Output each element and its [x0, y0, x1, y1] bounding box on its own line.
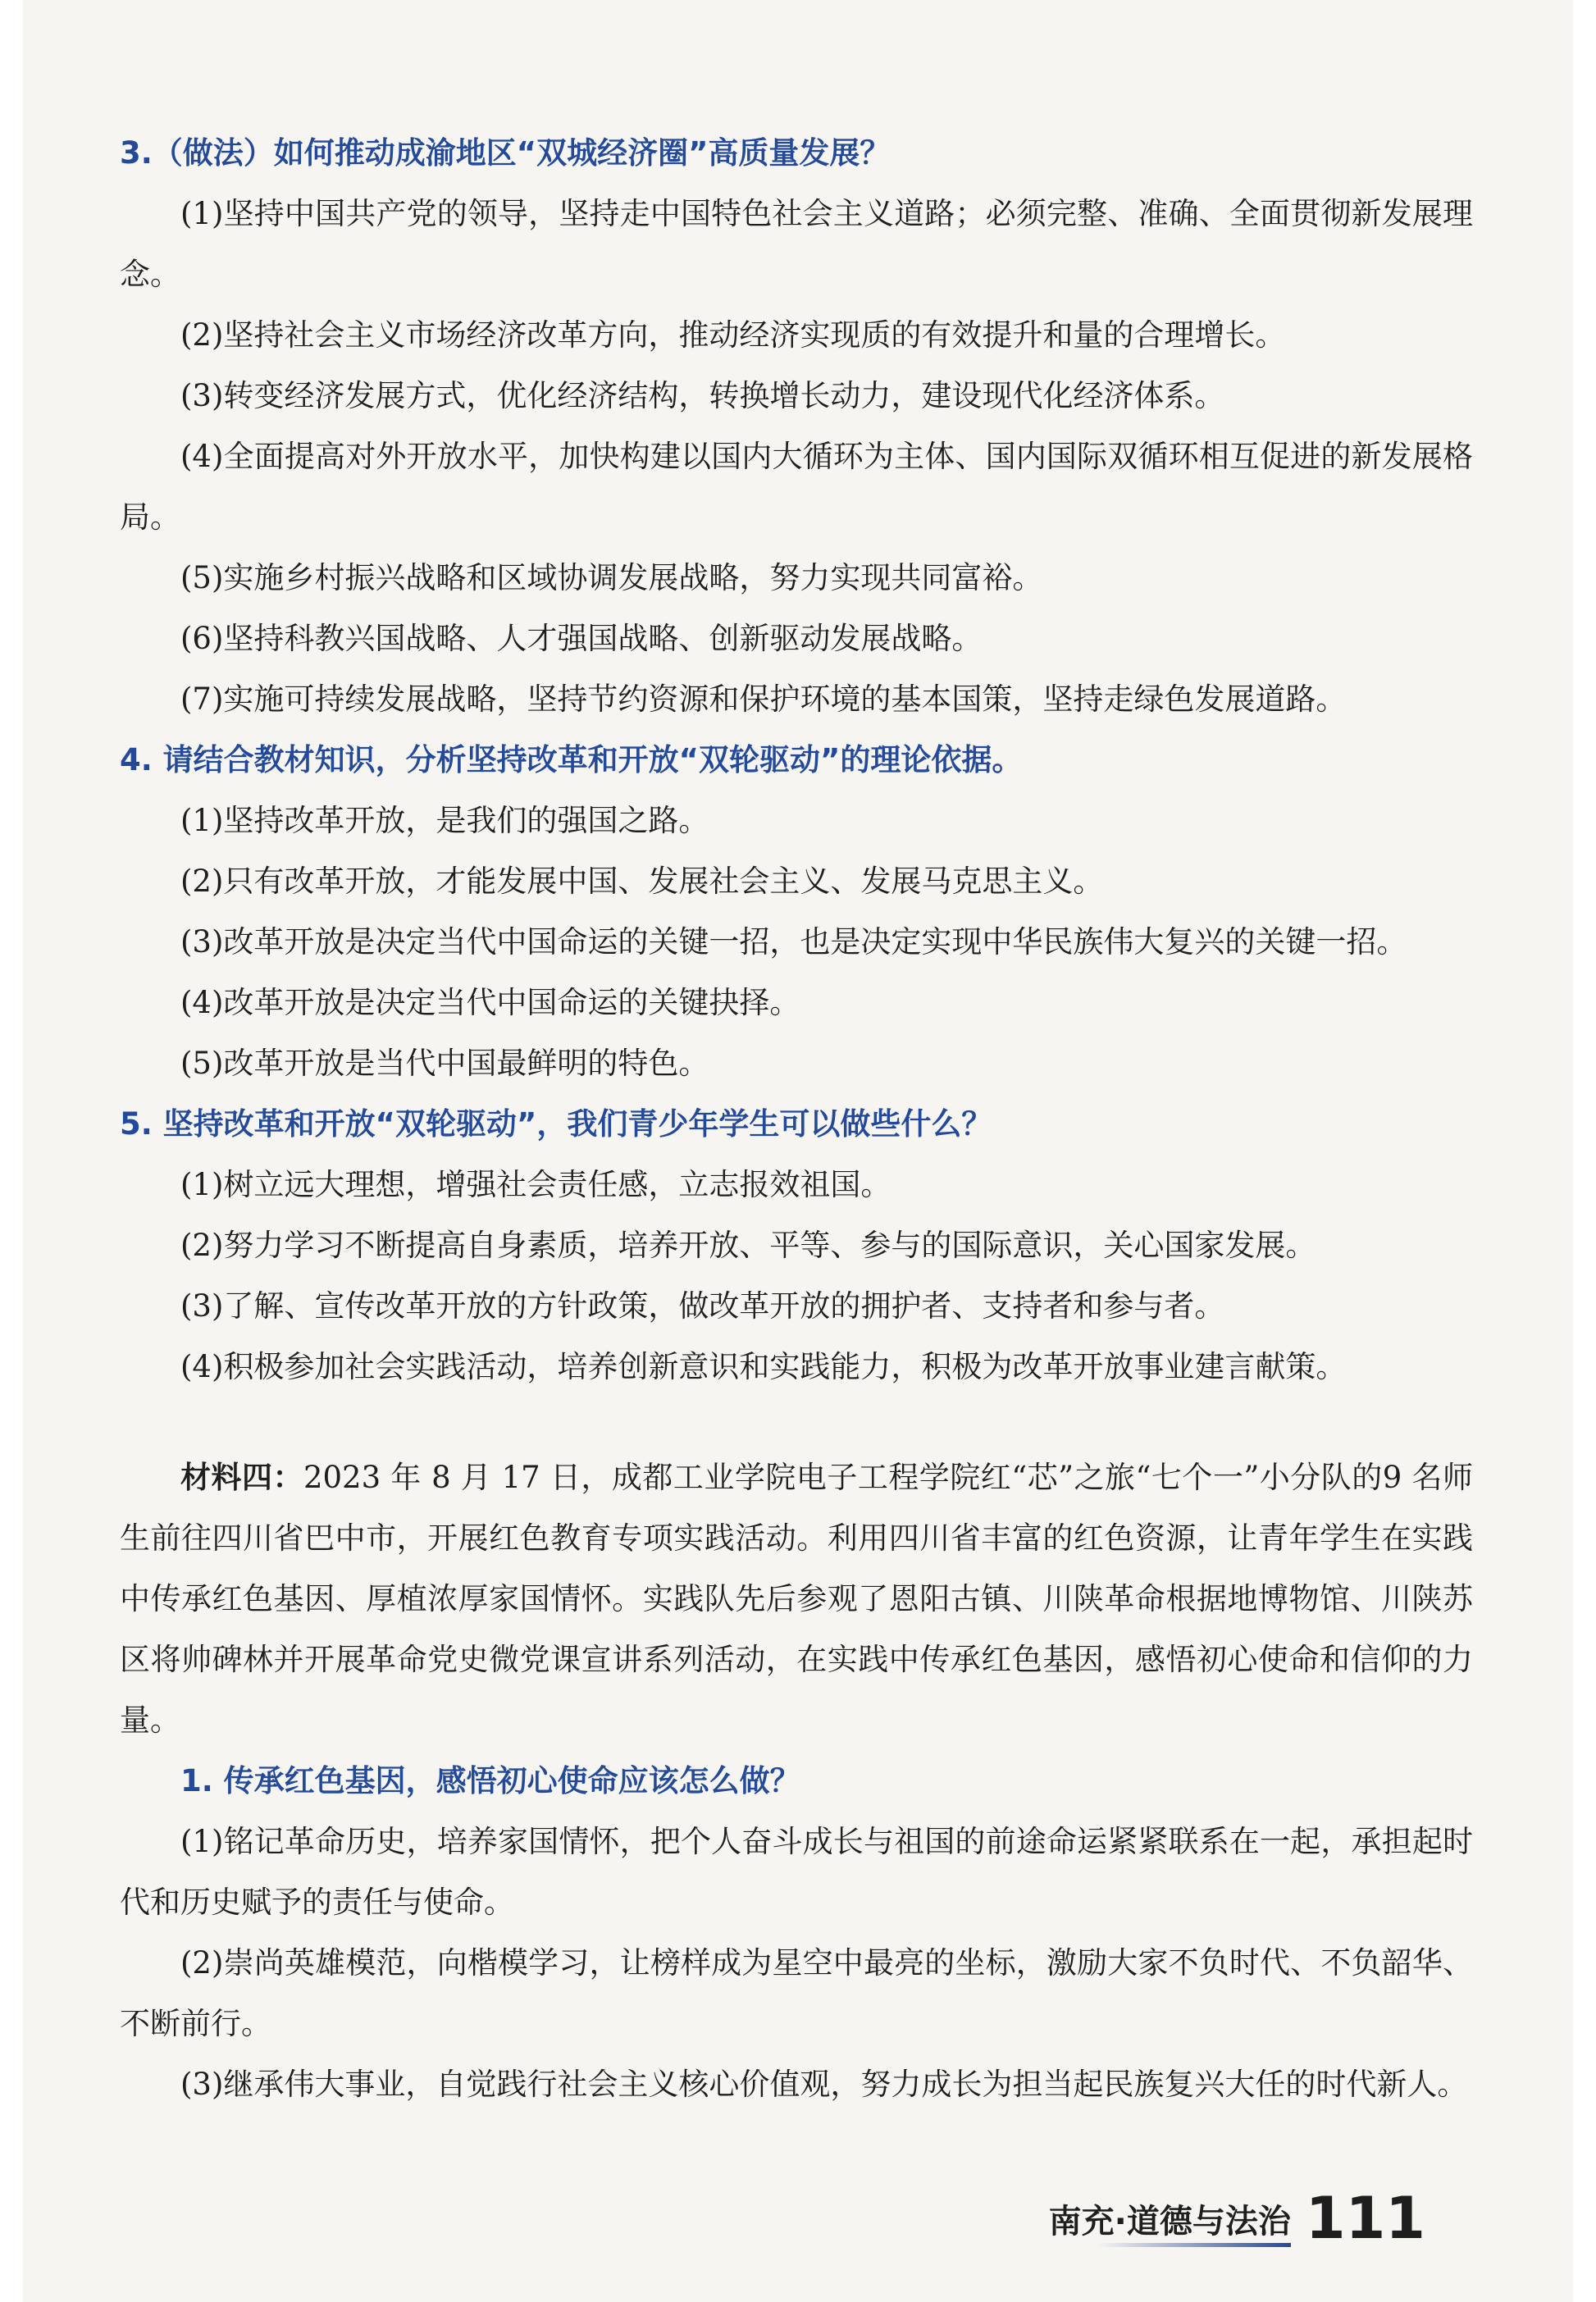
answer-item: (1)树立远大理想，增强社会责任感，立志报效祖国。	[180, 1167, 891, 1202]
question-3: 3.（做法）如何推动成渝地区“双城经济圈”高质量发展？	[120, 135, 891, 171]
answer-item: (1)坚持改革开放，是我们的强国之路。	[180, 803, 709, 838]
answer-item: (2)努力学习不断提高自身素质，培养开放、平等、参与的国际意识，关心国家发展。	[180, 1228, 1316, 1263]
answer-item: (3)改革开放是决定当代中国命运的关键一招，也是决定实现中华民族伟大复兴的关键一招。	[180, 924, 1407, 960]
answer-item: (5)实施乡村振兴战略和区域协调发展战略，努力实现共同富裕。	[180, 560, 1043, 595]
answer-item: (6)坚持科教兴国战略、人才强国战略、创新驱动发展战略。	[180, 621, 983, 656]
textbook-page	[23, 0, 1573, 2302]
footer-accent-bar	[1098, 2243, 1291, 2247]
question-m4-1: 1. 传承红色基因，感悟初心使命应该怎么做？	[180, 1763, 800, 1798]
answer-item: (4)积极参加社会实践活动，培养创新意识和实践能力，积极为改革开放事业建言献策。	[180, 1349, 1347, 1384]
question-5: 5. 坚持改革和开放“双轮驱动”，我们青少年学生可以做些什么？	[120, 1106, 992, 1142]
section-gap	[120, 1397, 1473, 1447]
page-content	[120, 123, 1473, 2115]
material-text: 2023 年 8 月 17 日，成都工业学院电子工程学院红“芯”之旅“七个一”小分队的9 名师生前往四川省巴中市，开展红色教育专项实践活动。利用四川省丰富的红色资源，让青年学生在实践中传承红色基因、厚植浓厚家国情怀。实践队先后参观了恩阳古镇、川陕革命根据地博物馆、川陕苏区将帅碑林并开展革命党史微党课宣讲系列活动，在实践中传承红色基因，感悟初心使命和信仰的力量。	[120, 1460, 1473, 1738]
page-footer	[1048, 2185, 1425, 2252]
answer-item: (1)坚持中国共产党的领导，坚持走中国特色社会主义道路；必须完整、准确、全面贯彻新发展理念。	[120, 196, 1473, 292]
answer-item: (3)了解、宣传改革开放的方针政策，做改革开放的拥护者、支持者和参与者。	[180, 1288, 1225, 1324]
question-4: 4. 请结合教材知识，分析坚持改革和开放“双轮驱动”的理论依据。	[120, 742, 1023, 777]
answer-item: (3)继承伟大事业，自觉践行社会主义核心价值观，努力成长为担当起民族复兴大任的时代新人。	[180, 2067, 1468, 2102]
page-number: 111	[1305, 2185, 1425, 2252]
answer-item: (2)只有改革开放，才能发展中国、发展社会主义、发展马克思主义。	[180, 864, 1104, 899]
answer-item: (4)改革开放是决定当代中国命运的关键抉择。	[180, 985, 800, 1020]
answer-item: (2)坚持社会主义市场经济改革方向，推动经济实现质的有效提升和量的合理增长。	[180, 317, 1286, 353]
answer-item: (3)转变经济发展方式，优化经济结构，转换增长动力，建设现代化经济体系。	[180, 378, 1225, 413]
footer-book-label: 南充·道德与法治	[1048, 2203, 1291, 2240]
answer-item: (7)实施可持续发展战略，坚持节约资源和保护环境的基本国策，坚持走绿色发展道路。	[180, 681, 1347, 717]
material-four	[120, 1447, 1473, 1751]
answer-item: (5)改革开放是当代中国最鲜明的特色。	[180, 1046, 709, 1081]
material-label: 材料四：	[180, 1459, 303, 1495]
answer-item: (2)崇尚英雄模范，向楷模学习，让榜样成为星空中最亮的坐标，激励大家不负时代、不负韶华、不断前行。	[120, 1945, 1473, 2041]
answer-item: (4)全面提高对外开放水平，加快构建以国内大循环为主体、国内国际双循环相互促进的新发展格局。	[120, 439, 1473, 535]
answer-item: (1)铭记革命历史，培养家国情怀，把个人奋斗成长与祖国的前途命运紧紧联系在一起，承担起时代和历史赋予的责任与使命。	[120, 1824, 1473, 1920]
footer-book-title	[1049, 2195, 1291, 2247]
